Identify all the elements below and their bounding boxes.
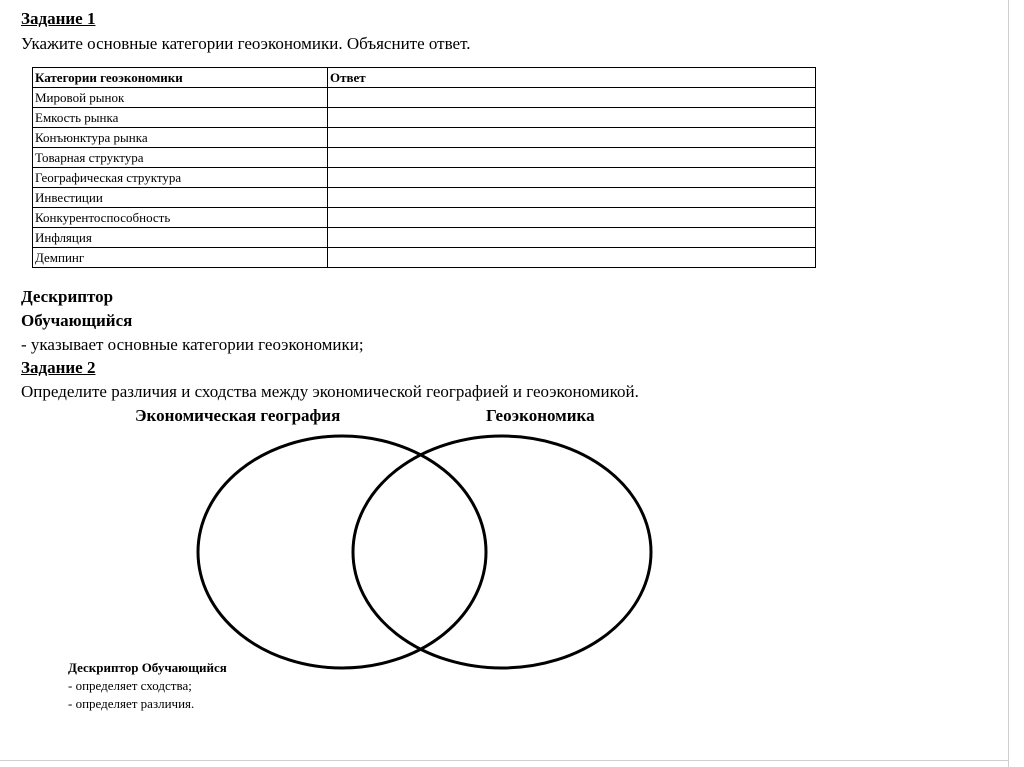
category-cell: Товарная структура <box>33 148 328 168</box>
descriptor1-subtitle: Обучающийся <box>21 311 133 330</box>
answer-cell[interactable] <box>328 148 816 168</box>
venn-right-circle[interactable] <box>353 436 651 668</box>
table-header-row <box>33 68 816 88</box>
header-categories: Категории геоэкономики <box>33 68 328 88</box>
table-row <box>33 168 816 188</box>
category-cell: Емкость рынка <box>33 108 328 128</box>
answer-cell[interactable] <box>328 188 816 208</box>
task2-title: Задание 2 <box>21 358 96 377</box>
venn-diagram <box>190 428 665 688</box>
answer-cell[interactable] <box>328 128 816 148</box>
table-row <box>33 88 816 108</box>
page-bottom-border <box>0 760 1009 761</box>
category-cell: Конкурентоспособность <box>33 208 328 228</box>
categories-table <box>32 67 816 268</box>
table-row <box>33 108 816 128</box>
table-row <box>33 188 816 208</box>
table-row <box>33 208 816 228</box>
table-row <box>33 248 816 268</box>
task2-text: Определите различия и сходства между экономической географией и геоэкономикой. <box>21 382 639 401</box>
category-cell: Конъюнктура рынка <box>33 128 328 148</box>
task1-title: Задание 1 <box>21 9 96 28</box>
answer-cell[interactable] <box>328 228 816 248</box>
category-cell: Мировой рынок <box>33 88 328 108</box>
category-cell: Инфляция <box>33 228 328 248</box>
table-row <box>33 148 816 168</box>
task1-text: Укажите основные категории геоэкономики. Объясните ответ. <box>21 34 471 53</box>
table-row <box>33 228 816 248</box>
answer-cell[interactable] <box>328 208 816 228</box>
answer-cell[interactable] <box>328 248 816 268</box>
descriptor2-item: - определяет сходства; <box>68 678 192 693</box>
venn-left-label: Экономическая география <box>135 406 341 425</box>
descriptor1-item: - указывает основные категории геоэкономики; <box>21 335 364 354</box>
answer-cell[interactable] <box>328 168 816 188</box>
descriptor2-title: Дескриптор Обучающийся <box>68 660 227 675</box>
category-cell: Демпинг <box>33 248 328 268</box>
answer-cell[interactable] <box>328 88 816 108</box>
answer-cell[interactable] <box>328 108 816 128</box>
descriptor1-title: Дескриптор <box>21 287 114 306</box>
category-cell: Инвестиции <box>33 188 328 208</box>
page-right-border <box>1008 0 1009 767</box>
category-cell: Географическая структура <box>33 168 328 188</box>
header-answer: Ответ <box>328 68 816 88</box>
venn-right-label: Геоэкономика <box>486 406 595 425</box>
descriptor2-item: - определяет различия. <box>68 696 195 711</box>
table-row <box>33 128 816 148</box>
venn-left-circle[interactable] <box>198 436 486 668</box>
